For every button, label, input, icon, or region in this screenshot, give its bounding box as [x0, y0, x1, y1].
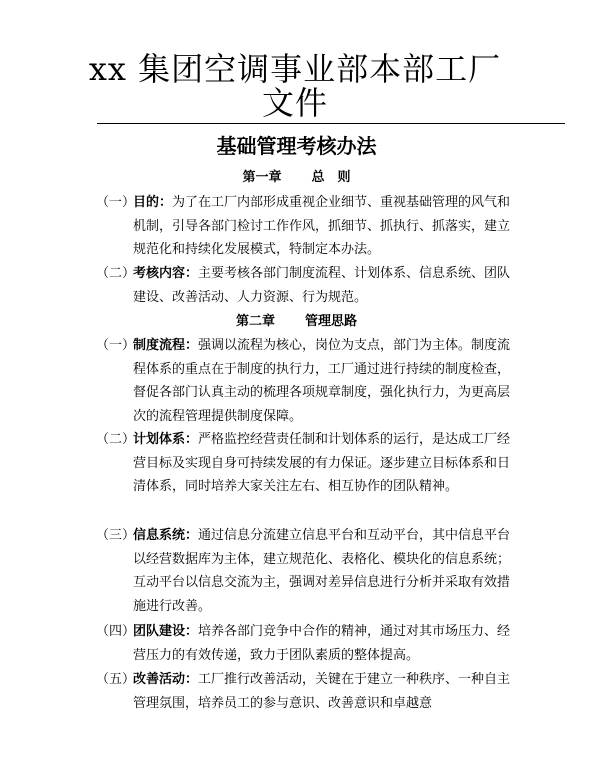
clause [96, 428, 511, 499]
clause-text: 为了在工厂内部形成重视企业细节、重视基础管理的风气和机制，引导各部门检讨工作作风，抓细节、抓执行、抓落实，建立规范化和持续化发展模式，特制定本办法。 [133, 195, 511, 257]
clause-number: （二） [96, 266, 136, 281]
chapter-label: 第一章 [242, 170, 282, 185]
chapter-heading [0, 313, 593, 331]
clause-number: （一） [96, 338, 136, 353]
clause [96, 334, 511, 428]
doc-title: 基础管理考核办法 [216, 134, 377, 158]
header-title-line1: xx 集团空调事业部本部工厂 [88, 50, 502, 88]
chapter-name: 管理思路 [305, 314, 358, 329]
chapter-heading [0, 169, 593, 187]
chapter-name: 总 则 [311, 170, 351, 185]
chapter-label: 第二章 [235, 314, 275, 329]
clause-text: 主要考核各部门制度流程、计划体系、信息系统、团队建设、改善活动、人力资源、行为规范。 [133, 266, 511, 305]
header-rule [97, 123, 565, 124]
clause-number: （三） [96, 528, 136, 543]
clause-number: （五） [96, 672, 136, 687]
clause-number: （二） [96, 432, 136, 447]
clause-term: 计划体系： [133, 432, 199, 447]
clause-text: 强调以流程为核心，岗位为支点，部门为主体。制度流程体系的重点在于制度的执行力，工厂通过进行持续的制度检查，督促各部门认真主动的梳理各项规章制度，强化执行力，为更高层次的流程管理提供制度保障。 [133, 338, 511, 424]
clause-text: 通过信息分流建立信息平台和互动平台，其中信息平台以经营数据库为主体，建立规范化、表格化、模块化的信息系统；互动平台以信息交流为主，强调对差异信息进行分析并采取有效措施进行改善。 [133, 528, 511, 614]
header-title-line2: 文件 [261, 84, 328, 122]
clause-number: （四） [96, 624, 136, 639]
clause [96, 524, 511, 618]
clause-term: 目的： [133, 195, 173, 210]
clause-term: 制度流程： [133, 338, 199, 353]
clause-term: 信息系统： [133, 528, 199, 543]
clause [96, 191, 511, 262]
clause-term: 改善活动： [133, 672, 199, 687]
clause-text: 培养各部门竞争中合作的精神，通过对其市场压力、经营压力的有效传递，致力于团队素质的整体提高。 [133, 624, 511, 663]
clause-text: 工厂推行改善活动，关键在于建立一种秩序、一种自主管理氛围，培养员工的参与意识、改善意识和卓越意 [133, 672, 511, 711]
clause [96, 262, 511, 309]
clause-number: （一） [96, 195, 136, 210]
clause [96, 668, 511, 715]
clause [96, 620, 511, 667]
clause-term: 考核内容： [133, 266, 199, 281]
clause-term: 团队建设： [133, 624, 199, 639]
clause-text: 严格监控经营责任制和计划体系的运行，是达成工厂经营目标及实现自身可持续发展的有力保证。逐步建立目标体系和日清体系，同时培养大家关注左右、相互协作的团队精神。 [133, 432, 511, 494]
